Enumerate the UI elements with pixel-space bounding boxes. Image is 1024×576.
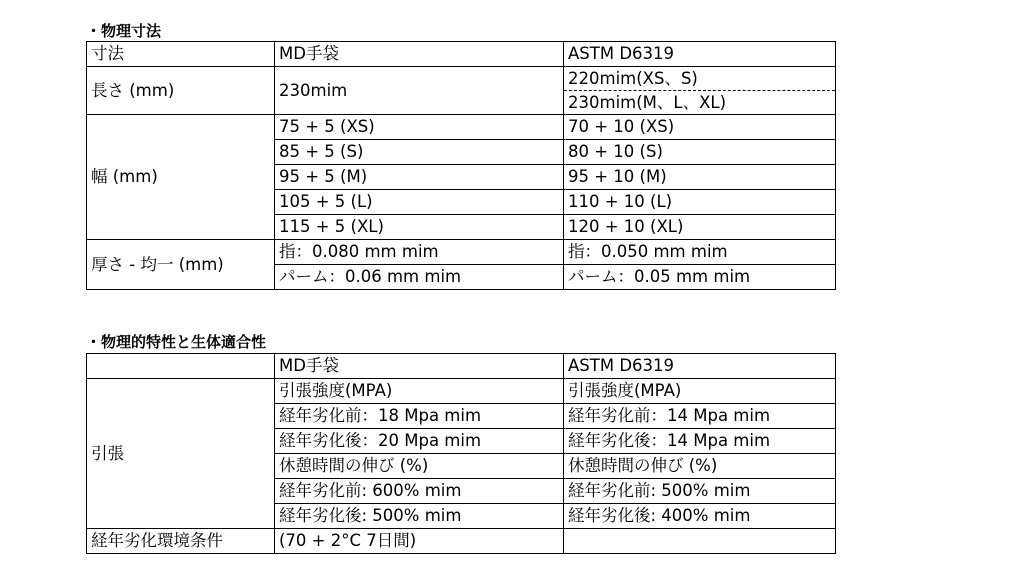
table-cell — [564, 529, 836, 554]
table-cell: 95 + 10 (M) — [564, 165, 836, 190]
header-cell — [87, 354, 275, 379]
table-cell: 引張強度(MPA) — [564, 379, 836, 404]
header-cell: MD手袋 — [275, 354, 564, 379]
row-label-tensile: 引張 — [87, 379, 275, 529]
table-cell: パーム：0.05 mm mim — [564, 265, 836, 290]
physical-dimensions-table — [86, 41, 836, 290]
table-cell: 指：0.080 mm mim — [275, 240, 564, 265]
table-header-row — [87, 354, 836, 379]
table-cell: 75 + 5 (XS) — [275, 115, 564, 140]
table-cell: 70 + 10 (XS) — [564, 115, 836, 140]
table-cell: 230mim(M、L、XL) — [564, 91, 836, 115]
table-cell: 休憩時間の伸び (%) — [275, 454, 564, 479]
row-label-width: 幅 (mm) — [87, 115, 275, 240]
table-cell: 110 + 10 (L) — [564, 190, 836, 215]
table-cell: 経年劣化前: 500% mim — [564, 479, 836, 504]
table-cell: 85 + 5 (S) — [275, 140, 564, 165]
section-title-physical-properties: ・物理的特性と生体適合性 — [86, 333, 267, 351]
table-cell: 経年劣化前：18 Mpa mim — [275, 404, 564, 429]
table-cell: 引張強度(MPA) — [275, 379, 564, 404]
table-cell: 休憩時間の伸び (%) — [564, 454, 836, 479]
table-cell: 115 + 5 (XL) — [275, 215, 564, 240]
table-cell: 経年劣化後：14 Mpa mim — [564, 429, 836, 454]
row-label-length: 長さ (mm) — [87, 67, 275, 115]
section-title-physical-dimensions: ・物理寸法 — [86, 22, 162, 40]
table-row — [87, 240, 836, 265]
table-cell: 220mim(XS、S) — [564, 67, 836, 91]
table-cell: 105 + 5 (L) — [275, 190, 564, 215]
table-cell: 経年劣化前: 600% mim — [275, 479, 564, 504]
table-cell: 経年劣化後: 400% mim — [564, 504, 836, 529]
header-cell: MD手袋 — [275, 42, 564, 67]
table-cell: 指：0.050 mm mim — [564, 240, 836, 265]
table-cell: 120 + 10 (XL) — [564, 215, 836, 240]
physical-properties-table — [86, 353, 836, 554]
table-cell: (70 + 2°C 7日間) — [275, 529, 564, 554]
table-row — [87, 67, 836, 91]
table-cell: 230mim — [275, 67, 564, 115]
table-cell: 経年劣化後：20 Mpa mim — [275, 429, 564, 454]
table-row — [87, 379, 836, 404]
table-cell: 経年劣化前：14 Mpa mim — [564, 404, 836, 429]
table-row — [87, 115, 836, 140]
row-label-aging-conditions: 経年劣化環境条件 — [87, 529, 275, 554]
table-cell: 95 + 5 (M) — [275, 165, 564, 190]
table-cell: 経年劣化後: 500% mim — [275, 504, 564, 529]
table-header-row — [87, 42, 836, 67]
header-cell: ASTM D6319 — [564, 42, 836, 67]
row-label-thickness: 厚さ - 均一 (mm) — [87, 240, 275, 290]
header-cell: 寸法 — [87, 42, 275, 67]
header-cell: ASTM D6319 — [564, 354, 836, 379]
table-cell: 80 + 10 (S) — [564, 140, 836, 165]
table-row — [87, 529, 836, 554]
table-cell: パーム：0.06 mm mim — [275, 265, 564, 290]
